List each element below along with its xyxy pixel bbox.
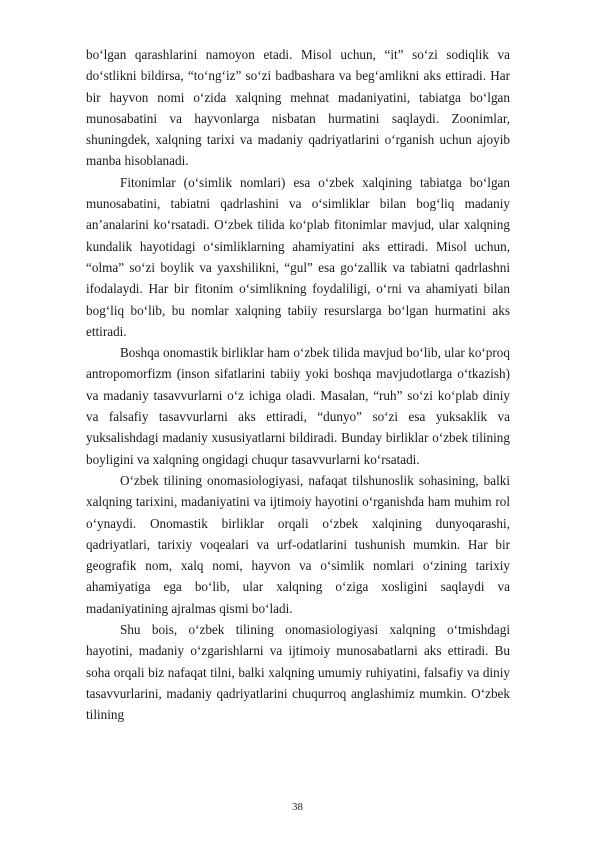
paragraph-continuation: bo‘lgan qarashlarini namoyon etadi. Misol uchun, “it” so‘zi sodiqlik va do‘stlikni bildirsa, “to‘ng‘iz” so‘zi badbashara va beg‘amlikni aks ettiradi. Har bir hayvon nomi o‘zida xalqning mehnat madaniyatini, tabiatga bo‘lgan munosabatini va hayvonlarga nisbatan hurmatini saqlaydi. Zoonimlar, shuningdek, xalqning tarixi va madaniy qadriyatlarini o‘rganish uchun ajoyib manba hisoblanadi. — [86, 47, 510, 169]
page-body — [86, 44, 510, 726]
paragraph-onomasiologiya: O‘zbek tilining onomasiologiyasi, nafaqat tilshunoslik sohasining, balki xalqning tarixini, madaniyatini va ijtimoiy hayotini o‘rganishda ham muhim rol o‘ynaydi. Onomastik birliklar orqali o‘zbek xalqining dunyoqarashi, qadriyatlari, tarixiy voqealari va urf-odatlarini tushunish mumkin. Har bir geografik nom, xalq nomi, hayvon va o‘simlik nomlari o‘zining tarixiy ahamiyatiga ega bo‘lib, ular xalqning o‘ziga xosligini saqlaydi va madaniyatining ajralmas qismi bo‘ladi. — [86, 472, 510, 616]
page-number: 38 — [292, 801, 303, 813]
paragraph-onomastik-birliklar: Boshqa onomastik birliklar ham o‘zbek tilida mavjud bo‘lib, ular ko‘proq antropomorfizm (inson sifatlarini tabiiy yoki boshqa mavjudotlarga o‘tkazish) va madaniy tasavvurlarni o‘z ichiga oladi. Masalan, “ruh” so‘zi ko‘plab diniy va falsafiy tasavvurlarni aks ettiradi, “dunyo” so‘zi esa yuksaklik va yuksalishdagi madaniy xususiyatlarni bildiradi. Bunday birliklar o‘zbek tilining boyligini va xalqning ongidagi chuqur tasavvurlarni ko‘rsatadi. — [86, 345, 510, 467]
paragraph-shu-bois: Shu bois, o‘zbek tilining onomasiologiyasi xalqning o‘tmishdagi hayotini, madaniy o‘zgarishlarni va ijtimoiy munosabatlarni aks ettiradi. Bu soha orqali biz nafaqat tilni, balki xalqning umumiy ruhiyatini, falsafiy va diniy tasavvurlarini, madaniy qadriyatlarini chuqurroq anglashimiz mumkin. O‘zbek tilining — [86, 622, 510, 723]
paragraph-fitonimlar: Fitonimlar (o‘simlik nomlari) esa o‘zbek xalqining tabiatga bo‘lgan munosabatini, tabiatni qadrlashini va o‘simliklar bilan bog‘liq madaniy an’analarini ko‘rsatadi. O‘zbek tilida ko‘plab fitonimlar mavjud, ular xalqning kundalik hayotidagi o‘simliklarning ahamiyatini aks ettiradi. Misol uchun, “olma” so‘zi boylik va yaxshilikni, “gul” esa go‘zallik va tabiatni qadrlashni ifodalaydi. Har bir fitonim o‘simlikning foydaliligi, o‘rni va ahamiyati bilan bog‘liq bo‘lib, bu nomlar xalqning tabiiy resurslarga bo‘lgan hurmatini aks ettiradi. — [86, 174, 510, 339]
